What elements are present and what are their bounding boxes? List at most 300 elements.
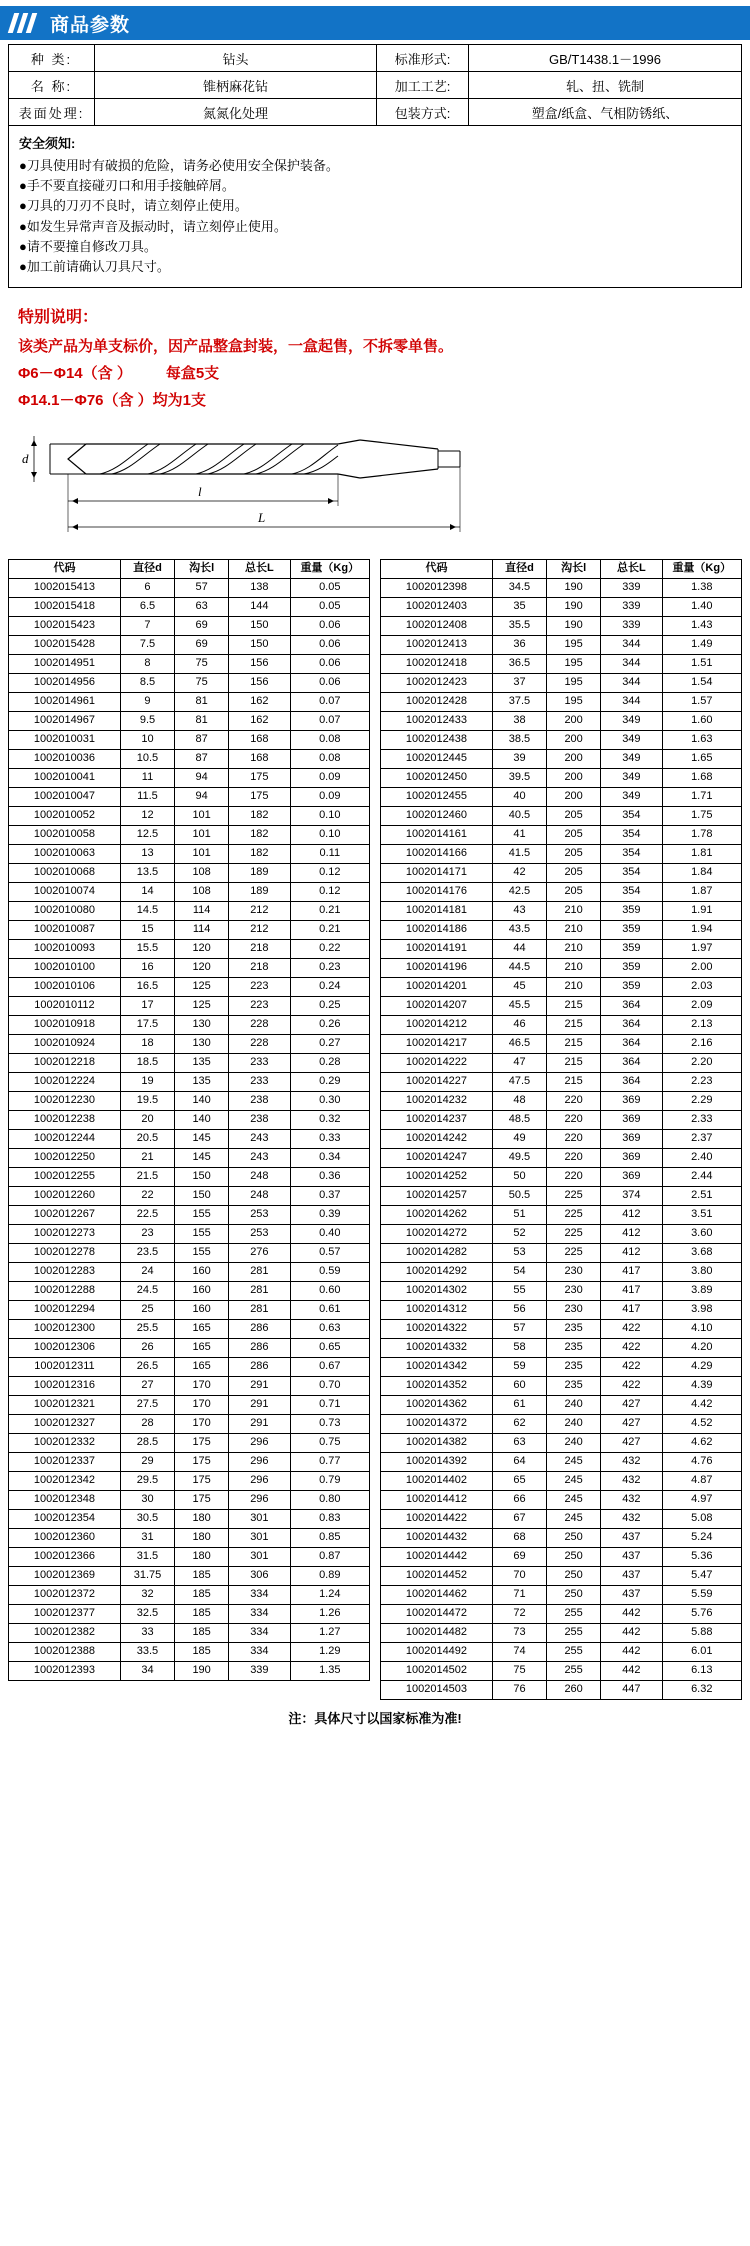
table-row <box>381 901 742 920</box>
table-cell: 1.38 <box>662 578 741 597</box>
table-cell: 45 <box>492 977 546 996</box>
table-cell: 301 <box>229 1528 290 1547</box>
table-cell: 23.5 <box>120 1243 174 1262</box>
table-cell: 69 <box>492 1547 546 1566</box>
table-cell: 3.80 <box>662 1262 741 1281</box>
table-row <box>381 1661 742 1680</box>
table-cell: 1.57 <box>662 692 741 711</box>
table-row <box>381 1452 742 1471</box>
table-cell: 53 <box>492 1243 546 1262</box>
table-cell: 220 <box>547 1110 601 1129</box>
table-cell: 190 <box>547 616 601 635</box>
table-cell: 0.21 <box>290 920 369 939</box>
table-cell: 101 <box>175 806 229 825</box>
table-cell: 4.52 <box>662 1414 741 1433</box>
table-cell: 51 <box>492 1205 546 1224</box>
table-cell: 349 <box>601 730 662 749</box>
table-row <box>381 882 742 901</box>
table-row <box>9 1262 370 1281</box>
table-cell: 442 <box>601 1604 662 1623</box>
table-cell: 0.63 <box>290 1319 369 1338</box>
table-cell: 1002012255 <box>9 1167 121 1186</box>
table-cell: 49 <box>492 1129 546 1148</box>
table-cell: 9 <box>120 692 174 711</box>
table-row <box>9 1205 370 1224</box>
table-cell: 1002014452 <box>381 1566 493 1585</box>
table-cell: 1002014292 <box>381 1262 493 1281</box>
table-cell: 1002014161 <box>381 825 493 844</box>
table-cell: 1002010041 <box>9 768 121 787</box>
dimension-table-right <box>380 559 742 1700</box>
table-cell: 1002014272 <box>381 1224 493 1243</box>
table-cell: 1002012230 <box>9 1091 121 1110</box>
table-cell: 44 <box>492 939 546 958</box>
table-cell: 334 <box>229 1585 290 1604</box>
table-cell: 1002014967 <box>9 711 121 730</box>
table-cell: 43 <box>492 901 546 920</box>
table-cell: 1.94 <box>662 920 741 939</box>
table-cell: 1002012398 <box>381 578 493 597</box>
table-row <box>9 920 370 939</box>
table-cell: 437 <box>601 1585 662 1604</box>
table-cell: 156 <box>229 673 290 692</box>
table-cell: 248 <box>229 1167 290 1186</box>
table-cell: 240 <box>547 1433 601 1452</box>
table-row <box>9 1300 370 1319</box>
table-cell: 25 <box>120 1300 174 1319</box>
table-cell: 162 <box>229 692 290 711</box>
table-cell: 1002014262 <box>381 1205 493 1224</box>
table-cell: 145 <box>175 1129 229 1148</box>
table-cell: 31 <box>120 1528 174 1547</box>
table-row <box>9 768 370 787</box>
taper-shank-twist-drill-diagram <box>8 426 742 544</box>
table-cell: 29.5 <box>120 1471 174 1490</box>
table-row <box>9 1395 370 1414</box>
table-cell: 1002014302 <box>381 1281 493 1300</box>
table-row <box>381 1034 742 1053</box>
table-cell: 1002014382 <box>381 1433 493 1452</box>
table-row <box>381 1224 742 1243</box>
table-cell: 7 <box>120 616 174 635</box>
table-cell: 220 <box>547 1129 601 1148</box>
table-cell: 228 <box>229 1034 290 1053</box>
table-cell: 200 <box>547 749 601 768</box>
table-cell: 1002015423 <box>9 616 121 635</box>
table-cell: 349 <box>601 787 662 806</box>
table-cell: 286 <box>229 1357 290 1376</box>
table-cell: 3.51 <box>662 1205 741 1224</box>
table-cell: 422 <box>601 1357 662 1376</box>
table-cell: 1002012260 <box>9 1186 121 1205</box>
table-cell: 175 <box>175 1452 229 1471</box>
table-row <box>9 654 370 673</box>
table-cell: 182 <box>229 825 290 844</box>
table-cell: 1002012413 <box>381 635 493 654</box>
table-row <box>9 1148 370 1167</box>
table-cell: 359 <box>601 901 662 920</box>
table-cell: 0.71 <box>290 1395 369 1414</box>
table-cell: 170 <box>175 1395 229 1414</box>
table-cell: 359 <box>601 920 662 939</box>
table-cell: 442 <box>601 1623 662 1642</box>
table-cell: 155 <box>175 1205 229 1224</box>
table-cell: 35.5 <box>492 616 546 635</box>
safety-note-line: ●手不要直接碰刃口和用手接触碎屑。 <box>19 178 235 194</box>
table-cell: 52 <box>492 1224 546 1243</box>
table-cell: 412 <box>601 1224 662 1243</box>
table-cell: 364 <box>601 1015 662 1034</box>
table-row <box>381 863 742 882</box>
table-row <box>381 844 742 863</box>
table-cell: 168 <box>229 730 290 749</box>
table-cell: 4.76 <box>662 1452 741 1471</box>
table-cell: 0.05 <box>290 578 369 597</box>
table-cell: 296 <box>229 1471 290 1490</box>
table-cell: 13 <box>120 844 174 863</box>
table-cell: 1002014372 <box>381 1414 493 1433</box>
table-cell: 4.42 <box>662 1395 741 1414</box>
table-cell: 1002014181 <box>381 901 493 920</box>
table-cell: 168 <box>229 749 290 768</box>
table-cell: 205 <box>547 882 601 901</box>
table-row <box>9 749 370 768</box>
table-cell: 432 <box>601 1509 662 1528</box>
table-cell: 1002014402 <box>381 1471 493 1490</box>
table-cell: 1.27 <box>290 1623 369 1642</box>
table-cell: 1002014176 <box>381 882 493 901</box>
table-cell: 19 <box>120 1072 174 1091</box>
table-cell: 24 <box>120 1262 174 1281</box>
table-row <box>381 768 742 787</box>
table-cell: 60 <box>492 1376 546 1395</box>
table-cell: 1002012360 <box>9 1528 121 1547</box>
table-cell: 155 <box>175 1224 229 1243</box>
table-cell: 49.5 <box>492 1148 546 1167</box>
table-cell: 38.5 <box>492 730 546 749</box>
table-cell: 334 <box>229 1623 290 1642</box>
table-cell: 200 <box>547 768 601 787</box>
table-row <box>9 1414 370 1433</box>
table-cell: 422 <box>601 1319 662 1338</box>
table-cell: 235 <box>547 1319 601 1338</box>
table-cell: 64 <box>492 1452 546 1471</box>
table-cell: 4.97 <box>662 1490 741 1509</box>
table-cell: 223 <box>229 996 290 1015</box>
table-cell: 75 <box>175 654 229 673</box>
table-cell: 1002010918 <box>9 1015 121 1034</box>
table-cell: 1002012327 <box>9 1414 121 1433</box>
table-row <box>381 1300 742 1319</box>
table-cell: 1.71 <box>662 787 741 806</box>
table-cell: 35 <box>492 597 546 616</box>
table-row <box>9 1642 370 1661</box>
table-cell: 175 <box>229 768 290 787</box>
table-cell: 19.5 <box>120 1091 174 1110</box>
table-cell: 30 <box>120 1490 174 1509</box>
table-cell: 32 <box>120 1585 174 1604</box>
table-cell: 150 <box>175 1186 229 1205</box>
spec-label-right: 包装方式: <box>377 99 469 126</box>
table-cell: 140 <box>175 1091 229 1110</box>
table-cell: 255 <box>547 1661 601 1680</box>
table-cell: 18 <box>120 1034 174 1053</box>
table-cell: 0.60 <box>290 1281 369 1300</box>
table-cell: 1.84 <box>662 863 741 882</box>
table-cell: 195 <box>547 654 601 673</box>
table-cell: 220 <box>547 1148 601 1167</box>
table-cell: 281 <box>229 1281 290 1300</box>
column-header: 沟长l <box>547 559 601 578</box>
table-cell: 48.5 <box>492 1110 546 1129</box>
table-cell: 0.36 <box>290 1167 369 1186</box>
table-row <box>9 1224 370 1243</box>
table-cell: 125 <box>175 977 229 996</box>
table-cell: 170 <box>175 1414 229 1433</box>
table-cell: 16 <box>120 958 174 977</box>
table-cell: 185 <box>175 1642 229 1661</box>
special-statement <box>8 288 742 420</box>
table-row <box>381 996 742 1015</box>
table-cell: 1.43 <box>662 616 741 635</box>
table-row <box>9 1072 370 1091</box>
special-line-1: 该类产品为单支标价，因产品整盒封装，一盒起售，不拆零单售。 <box>18 337 454 355</box>
table-cell: 175 <box>229 787 290 806</box>
table-row <box>381 1585 742 1604</box>
table-cell: 223 <box>229 977 290 996</box>
table-row <box>9 1167 370 1186</box>
table-cell: 6.01 <box>662 1642 741 1661</box>
special-line-2 <box>18 360 732 387</box>
table-cell: 344 <box>601 654 662 673</box>
table-cell: 1002014956 <box>9 673 121 692</box>
table-row <box>9 616 370 635</box>
table-cell: 40.5 <box>492 806 546 825</box>
table-cell: 437 <box>601 1566 662 1585</box>
table-cell: 1002014222 <box>381 1053 493 1072</box>
table-cell: 156 <box>229 654 290 673</box>
table-cell: 233 <box>229 1053 290 1072</box>
table-cell: 2.23 <box>662 1072 741 1091</box>
table-cell: 81 <box>175 692 229 711</box>
table-cell: 165 <box>175 1319 229 1338</box>
table-cell: 0.40 <box>290 1224 369 1243</box>
table-row <box>381 1642 742 1661</box>
table-cell: 182 <box>229 806 290 825</box>
table-cell: 354 <box>601 825 662 844</box>
table-cell: 218 <box>229 939 290 958</box>
table-cell: 47.5 <box>492 1072 546 1091</box>
table-cell: 4.20 <box>662 1338 741 1357</box>
table-cell: 1002010047 <box>9 787 121 806</box>
table-row <box>381 635 742 654</box>
table-cell: 1002010112 <box>9 996 121 1015</box>
table-cell: 56 <box>492 1300 546 1319</box>
table-cell: 94 <box>175 787 229 806</box>
table-cell: 0.23 <box>290 958 369 977</box>
table-row <box>9 1110 370 1129</box>
table-row <box>381 616 742 635</box>
table-cell: 225 <box>547 1186 601 1205</box>
table-cell: 8.5 <box>120 673 174 692</box>
table-row <box>9 1585 370 1604</box>
table-cell: 22.5 <box>120 1205 174 1224</box>
table-cell: 1.68 <box>662 768 741 787</box>
table-row <box>9 825 370 844</box>
table-cell: 1002012283 <box>9 1262 121 1281</box>
table-cell: 2.40 <box>662 1148 741 1167</box>
table-cell: 0.33 <box>290 1129 369 1148</box>
table-cell: 29 <box>120 1452 174 1471</box>
table-cell: 412 <box>601 1205 662 1224</box>
table-row <box>381 1205 742 1224</box>
table-cell: 245 <box>547 1490 601 1509</box>
table-cell: 417 <box>601 1281 662 1300</box>
table-row <box>9 1376 370 1395</box>
table-cell: 0.27 <box>290 1034 369 1053</box>
table-cell: 6.13 <box>662 1661 741 1680</box>
table-row <box>9 1357 370 1376</box>
table-cell: 364 <box>601 996 662 1015</box>
table-cell: 1002014482 <box>381 1623 493 1642</box>
table-cell: 74 <box>492 1642 546 1661</box>
table-cell: 185 <box>175 1623 229 1642</box>
table-row <box>381 1604 742 1623</box>
table-cell: 1002014247 <box>381 1148 493 1167</box>
table-cell: 36 <box>492 635 546 654</box>
svg-text:d: d <box>22 450 29 466</box>
table-cell: 1.29 <box>290 1642 369 1661</box>
table-cell: 1002012306 <box>9 1338 121 1357</box>
table-cell: 0.09 <box>290 787 369 806</box>
table-cell: 215 <box>547 1015 601 1034</box>
table-cell: 250 <box>547 1585 601 1604</box>
table-row <box>381 1167 742 1186</box>
spec-label-right: 加工工艺: <box>377 72 469 99</box>
table-cell: 6.32 <box>662 1680 741 1699</box>
table-cell: 225 <box>547 1205 601 1224</box>
table-cell: 1002012408 <box>381 616 493 635</box>
table-cell: 245 <box>547 1452 601 1471</box>
table-cell: 7.5 <box>120 635 174 654</box>
table-cell: 0.26 <box>290 1015 369 1034</box>
table-cell: 238 <box>229 1091 290 1110</box>
table-cell: 1002014442 <box>381 1547 493 1566</box>
table-cell: 215 <box>547 1034 601 1053</box>
table-cell: 1002012372 <box>9 1585 121 1604</box>
table-cell: 291 <box>229 1414 290 1433</box>
table-cell: 162 <box>229 711 290 730</box>
table-cell: 359 <box>601 977 662 996</box>
table-cell: 364 <box>601 1034 662 1053</box>
table-cell: 238 <box>229 1110 290 1129</box>
table-row <box>9 1528 370 1547</box>
table-cell: 1002010063 <box>9 844 121 863</box>
table-cell: 130 <box>175 1034 229 1053</box>
table-cell: 30.5 <box>120 1509 174 1528</box>
table-cell: 17 <box>120 996 174 1015</box>
table-cell: 230 <box>547 1262 601 1281</box>
table-cell: 1002012366 <box>9 1547 121 1566</box>
table-cell: 1002010080 <box>9 901 121 920</box>
table-row <box>9 1471 370 1490</box>
table-cell: 1.63 <box>662 730 741 749</box>
table-cell: 1002012273 <box>9 1224 121 1243</box>
table-cell: 1002014362 <box>381 1395 493 1414</box>
table-cell: 306 <box>229 1566 290 1585</box>
table-cell: 1002012428 <box>381 692 493 711</box>
table-cell: 1.65 <box>662 749 741 768</box>
table-row <box>9 711 370 730</box>
table-row <box>381 1243 742 1262</box>
spec-table <box>8 44 742 126</box>
table-cell: 4.10 <box>662 1319 741 1338</box>
table-cell: 344 <box>601 635 662 654</box>
brand-logo-icon <box>8 11 42 35</box>
table-cell: 1002012348 <box>9 1490 121 1509</box>
table-cell: 75 <box>492 1661 546 1680</box>
table-cell: 175 <box>175 1471 229 1490</box>
table-cell: 67 <box>492 1509 546 1528</box>
table-cell: 10.5 <box>120 749 174 768</box>
table-cell: 59 <box>492 1357 546 1376</box>
column-header: 总长L <box>229 559 290 578</box>
product-spec-page <box>0 6 750 1741</box>
table-cell: 1002012445 <box>381 749 493 768</box>
table-cell: 1002012382 <box>9 1623 121 1642</box>
table-cell: 66 <box>492 1490 546 1509</box>
table-cell: 180 <box>175 1547 229 1566</box>
table-cell: 5.59 <box>662 1585 741 1604</box>
table-cell: 0.83 <box>290 1509 369 1528</box>
table-cell: 1002014217 <box>381 1034 493 1053</box>
table-cell: 13.5 <box>120 863 174 882</box>
table-cell: 47 <box>492 1053 546 1072</box>
table-row <box>9 635 370 654</box>
table-cell: 94 <box>175 768 229 787</box>
table-cell: 0.05 <box>290 597 369 616</box>
table-cell: 1002010052 <box>9 806 121 825</box>
table-cell: 245 <box>547 1509 601 1528</box>
table-cell: 160 <box>175 1300 229 1319</box>
table-cell: 2.33 <box>662 1110 741 1129</box>
table-cell: 21.5 <box>120 1167 174 1186</box>
table-row <box>381 825 742 844</box>
column-header: 总长L <box>601 559 662 578</box>
table-cell: 170 <box>175 1376 229 1395</box>
table-cell: 1002010100 <box>9 958 121 977</box>
table-cell: 5.36 <box>662 1547 741 1566</box>
table-cell: 57 <box>492 1319 546 1338</box>
table-cell: 87 <box>175 730 229 749</box>
table-row <box>381 939 742 958</box>
table-cell: 255 <box>547 1623 601 1642</box>
table-cell: 4.87 <box>662 1471 741 1490</box>
table-cell: 135 <box>175 1053 229 1072</box>
table-row <box>9 730 370 749</box>
table-cell: 447 <box>601 1680 662 1699</box>
table-cell: 1002012288 <box>9 1281 121 1300</box>
table-cell: 349 <box>601 749 662 768</box>
table-cell: 23 <box>120 1224 174 1243</box>
table-cell: 17.5 <box>120 1015 174 1034</box>
table-cell: 76 <box>492 1680 546 1699</box>
table-cell: 15 <box>120 920 174 939</box>
table-cell: 369 <box>601 1148 662 1167</box>
table-cell: 1002015413 <box>9 578 121 597</box>
table-cell: 255 <box>547 1642 601 1661</box>
table-cell: 1002014412 <box>381 1490 493 1509</box>
